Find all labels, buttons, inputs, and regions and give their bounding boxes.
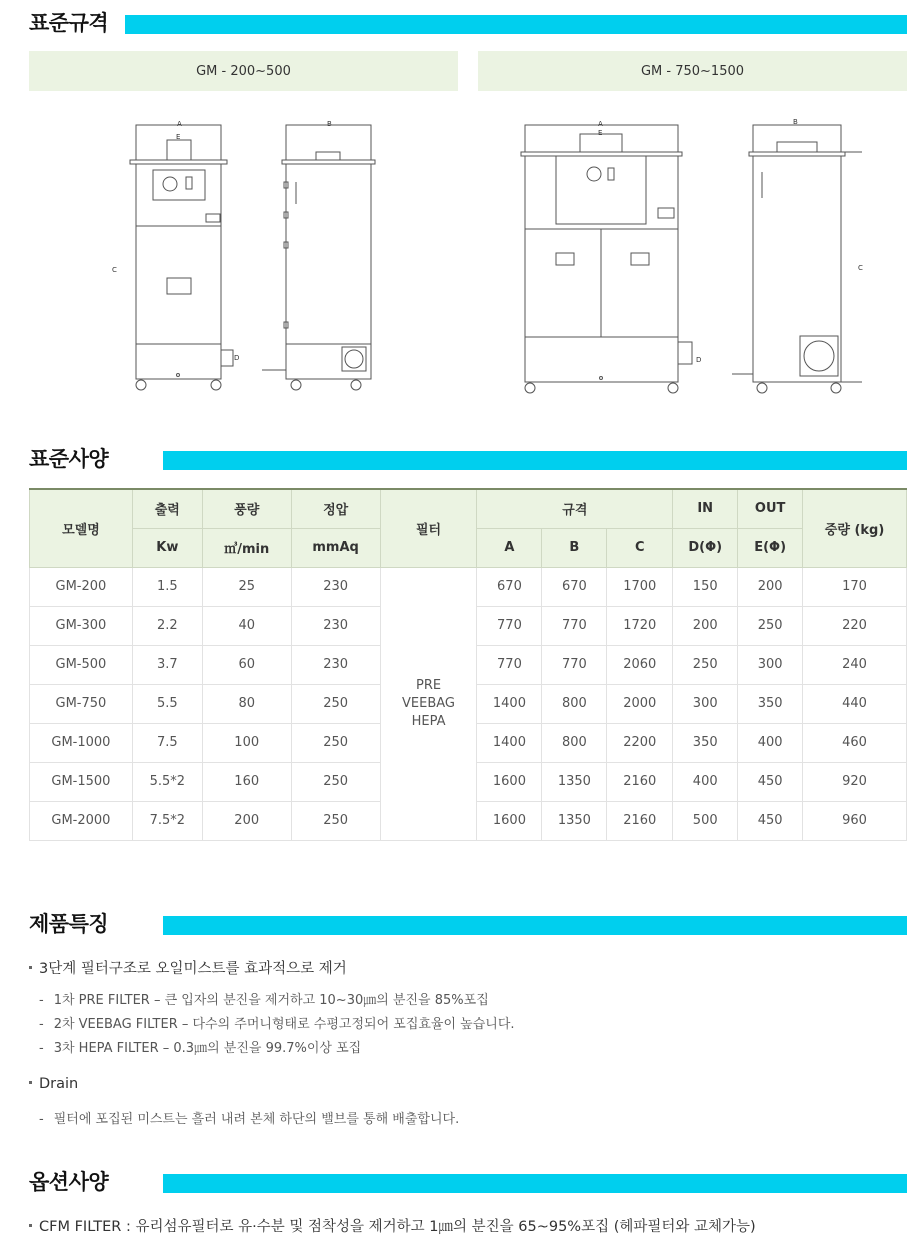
svg-text:C: C xyxy=(858,264,863,272)
section-title: 표준사양 xyxy=(29,447,109,471)
header-output-unit: Kw xyxy=(132,528,202,567)
feature-sub-item: - 필터에 포집된 미스트는 흘러 내려 본체 하단의 밸브를 통해 배출합니다. xyxy=(39,1112,460,1127)
option-item: CFM FILTER : 유리섬유필터로 유·수분 및 점착성을 제거하고 1㎛의 분진을 65~95%포집 (헤파필터와 교체가능) xyxy=(29,1215,756,1236)
header-in: IN xyxy=(673,489,738,528)
header-size: 규격 xyxy=(477,489,673,528)
header-size-b: B xyxy=(542,528,607,567)
section-header-standard-spec xyxy=(29,445,907,475)
dim-label-e: E xyxy=(176,133,181,141)
drawing-large-models xyxy=(506,112,886,402)
header-airflow-unit: ㎥/min xyxy=(202,528,291,567)
table-row: GM-750 5.5 80 250 1400 800 2000 300 350 440 xyxy=(30,684,907,723)
dim-label-d: D xyxy=(234,354,240,362)
header-output: 출력 xyxy=(132,489,202,528)
section-title: 표준규격 xyxy=(29,11,109,35)
section-header-features xyxy=(29,910,907,940)
dash-icon: - xyxy=(39,1041,44,1056)
dim-label-c: C xyxy=(112,266,117,274)
section-accent-bar xyxy=(163,1174,907,1193)
bullet-icon xyxy=(29,1224,32,1227)
section-accent-bar xyxy=(163,451,907,470)
header-size-c: C xyxy=(607,528,673,567)
filter-cell: PRE VEEBAG HEPA xyxy=(380,567,477,840)
header-filter: 필터 xyxy=(380,489,477,567)
svg-text:E: E xyxy=(598,129,603,137)
bullet-icon xyxy=(29,966,32,969)
feature-item: Drain xyxy=(29,1076,78,1092)
header-out: OUT xyxy=(738,489,803,528)
header-weight: 중량 (kg) xyxy=(803,489,907,567)
table-row: GM-1000 7.5 100 250 1400 800 2200 350 400 460 xyxy=(30,723,907,762)
dim-label-b: B xyxy=(327,120,332,128)
section-title: 제품특징 xyxy=(29,912,109,936)
header-out-unit: E(Φ) xyxy=(738,528,803,567)
dash-icon: - xyxy=(39,1112,44,1127)
model-label-large: GM - 750~1500 xyxy=(478,51,907,91)
dash-icon: - xyxy=(39,993,44,1008)
table-row: GM-300 2.2 40 230 770 770 1720 200 250 220 xyxy=(30,606,907,645)
svg-text:B: B xyxy=(793,118,798,126)
table-row: GM-500 3.7 60 230 770 770 2060 250 300 240 xyxy=(30,645,907,684)
feature-sub-item: - 3차 HEPA FILTER – 0.3㎛의 분진을 99.7%이상 포집 xyxy=(39,1041,362,1056)
header-model: 모델명 xyxy=(30,489,133,567)
feature-sub-item: - 1차 PRE FILTER – 큰 입자의 분진을 제거하고 10~30㎛의 분진을 85%포집 xyxy=(39,993,489,1008)
spec-table xyxy=(29,488,907,841)
section-accent-bar xyxy=(125,15,907,34)
header-airflow: 풍량 xyxy=(202,489,291,528)
feature-item: 3단계 필터구조로 오일미스트를 효과적으로 제거 xyxy=(29,957,347,978)
table-row: GM-1500 5.5*2 160 250 1600 1350 2160 400 450 920 xyxy=(30,762,907,801)
header-pressure-unit: mmAq xyxy=(291,528,380,567)
table-row: GM-200 1.5 25 230 PRE VEEBAG HEPA 670 670 1700 150 200 170 xyxy=(30,567,907,606)
section-title: 옵션사양 xyxy=(29,1170,109,1194)
model-label-small: GM - 200~500 xyxy=(29,51,458,91)
header-pressure: 정압 xyxy=(291,489,380,528)
table-row: GM-2000 7.5*2 200 250 1600 1350 2160 500 450 960 xyxy=(30,801,907,840)
dim-label-a: A xyxy=(177,120,182,128)
svg-text:D: D xyxy=(696,356,702,364)
header-in-unit: D(Φ) xyxy=(673,528,738,567)
header-size-a: A xyxy=(477,528,542,567)
drawing-small-models xyxy=(100,112,400,402)
feature-sub-item: - 2차 VEEBAG FILTER – 다수의 주머니형태로 수평고정되어 포집효율이 높습니다. xyxy=(39,1017,515,1032)
dash-icon: - xyxy=(39,1017,44,1032)
svg-text:A: A xyxy=(598,120,603,128)
section-header-options xyxy=(29,1168,907,1198)
bullet-icon xyxy=(29,1081,32,1084)
section-accent-bar xyxy=(163,916,907,935)
section-header-standard-dimensions xyxy=(29,9,907,39)
